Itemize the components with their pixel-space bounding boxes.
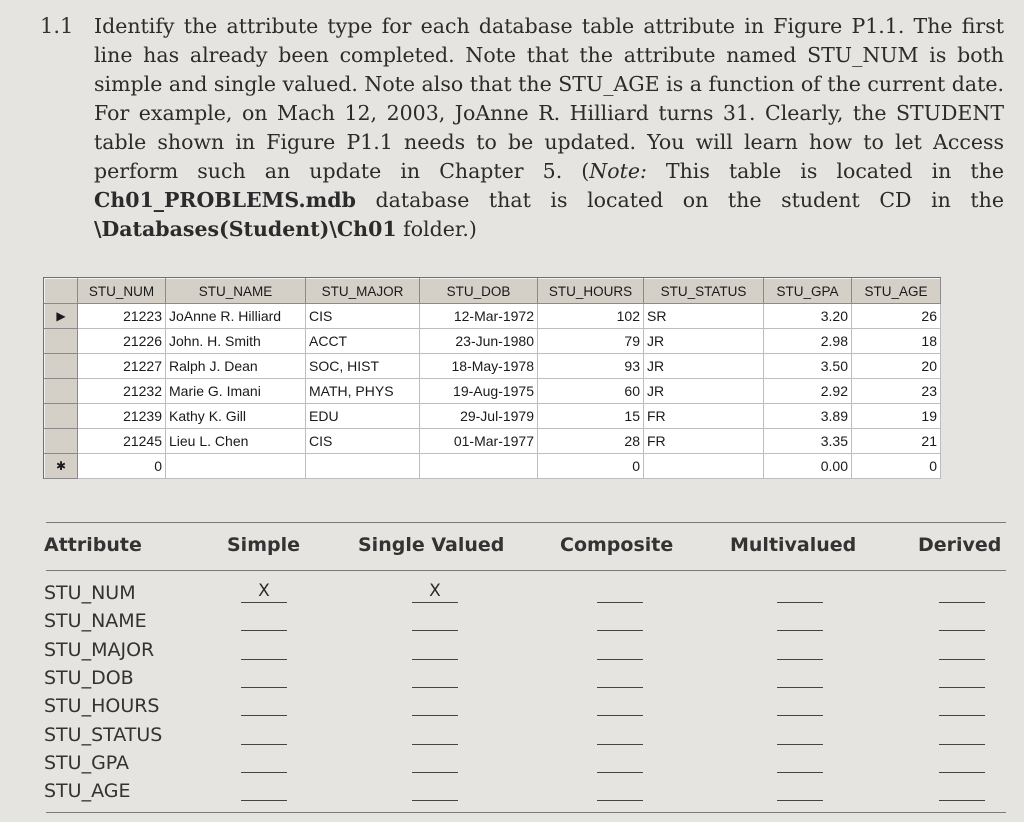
grid-header-multivalued: Multivalued bbox=[730, 534, 857, 556]
answer-blank[interactable] bbox=[777, 641, 823, 660]
problem-statement bbox=[94, 12, 1004, 244]
cell-stu-gpa[interactable]: 3.35 bbox=[764, 429, 852, 454]
table-row[interactable] bbox=[45, 404, 941, 429]
attribute-label: STU_NAME bbox=[44, 610, 147, 633]
cell-stu-hours[interactable]: 102 bbox=[538, 304, 644, 329]
cell-stu-major[interactable] bbox=[306, 454, 420, 479]
table-row[interactable] bbox=[45, 304, 941, 329]
record-selector[interactable] bbox=[45, 429, 78, 454]
cell-stu-age[interactable]: 26 bbox=[852, 304, 941, 329]
database-file-name: Ch01_PROBLEMS.mdb bbox=[94, 188, 356, 212]
problem-text-part-2: This table is located in the bbox=[646, 159, 1004, 183]
answer-blank[interactable] bbox=[241, 782, 287, 801]
problem-text-part-3: database that is located on the student CD in the bbox=[355, 188, 1004, 212]
answer-blank[interactable] bbox=[939, 782, 985, 801]
answer-blank[interactable] bbox=[241, 726, 287, 745]
answer-blank[interactable] bbox=[241, 641, 287, 660]
answer-blank[interactable] bbox=[597, 669, 643, 688]
cell-stu-gpa[interactable]: 3.20 bbox=[764, 304, 852, 329]
cell-stu-major[interactable]: ACCT bbox=[306, 329, 420, 354]
column-header[interactable]: STU_STATUS bbox=[644, 279, 764, 304]
record-selector[interactable] bbox=[45, 354, 78, 379]
cell-stu-major[interactable]: CIS bbox=[306, 429, 420, 454]
cell-stu-age[interactable]: 20 bbox=[852, 354, 941, 379]
grid-header-derived: Derived bbox=[918, 534, 1002, 556]
answer-blank[interactable] bbox=[777, 782, 823, 801]
cell-stu-dob[interactable]: 01-Mar-1977 bbox=[420, 429, 538, 454]
cell-stu-name[interactable]: Lieu L. Chen bbox=[166, 429, 306, 454]
answer-blank[interactable] bbox=[597, 726, 643, 745]
problem-text-part-1: Identify the attribute type for each database table attribute in Figure P1.1. The first line has already been completed. Note that the attribute named STU_NUM is both simple and single valued. Note also that the STU_AGE is a function of the current date. For example, on Mach 12, 2003, JoAnne R. Hilliard turns 31. Clearly, the STUDENT table shown in Figure P1.1 needs to be updated. You will learn how to let Access perform such an update in Chapter 5. ( bbox=[94, 14, 1004, 183]
cell-stu-name[interactable]: John. H. Smith bbox=[166, 329, 306, 354]
answer-blank[interactable] bbox=[597, 754, 643, 773]
cell-stu-status[interactable]: FR bbox=[644, 404, 764, 429]
cell-stu-status[interactable]: JR bbox=[644, 329, 764, 354]
answer-blank[interactable] bbox=[412, 669, 458, 688]
answer-blank[interactable] bbox=[597, 612, 643, 631]
cell-stu-age[interactable]: 18 bbox=[852, 329, 941, 354]
answer-blank[interactable]: X bbox=[412, 584, 458, 603]
cell-stu-num[interactable]: 21223 bbox=[78, 304, 166, 329]
answer-blank[interactable] bbox=[939, 669, 985, 688]
cell-stu-dob[interactable]: 29-Jul-1979 bbox=[420, 404, 538, 429]
cell-stu-hours[interactable]: 79 bbox=[538, 329, 644, 354]
attribute-label: STU_DOB bbox=[44, 666, 134, 689]
grid-header-single-valued: Single Valued bbox=[358, 534, 505, 556]
answer-blank[interactable] bbox=[597, 641, 643, 660]
grid-top-rule bbox=[46, 522, 1006, 523]
answer-blank[interactable] bbox=[777, 584, 823, 603]
cell-stu-num[interactable]: 21232 bbox=[78, 379, 166, 404]
cell-stu-name[interactable]: JoAnne R. Hilliard bbox=[166, 304, 306, 329]
grid-header-rule bbox=[46, 570, 1006, 571]
cell-stu-age[interactable]: 19 bbox=[852, 404, 941, 429]
cell-stu-status[interactable]: JR bbox=[644, 354, 764, 379]
column-header[interactable]: STU_DOB bbox=[420, 279, 538, 304]
column-header[interactable]: STU_MAJOR bbox=[306, 279, 420, 304]
new-record-icon[interactable]: ✱ bbox=[45, 454, 78, 479]
student-datasheet bbox=[43, 277, 941, 479]
answer-blank[interactable] bbox=[597, 584, 643, 603]
cell-stu-major[interactable]: MATH, PHYS bbox=[306, 379, 420, 404]
problem-number: 1.1 bbox=[40, 14, 74, 38]
answer-blank[interactable] bbox=[412, 697, 458, 716]
column-header[interactable]: STU_GPA bbox=[764, 279, 852, 304]
cell-stu-dob[interactable]: 18-May-1978 bbox=[420, 354, 538, 379]
answer-blank[interactable] bbox=[412, 754, 458, 773]
answer-blank[interactable] bbox=[412, 641, 458, 660]
answer-blank[interactable] bbox=[939, 612, 985, 631]
answer-blank[interactable] bbox=[777, 669, 823, 688]
grid-bottom-rule bbox=[46, 812, 1006, 813]
cell-stu-status[interactable]: JR bbox=[644, 379, 764, 404]
cell-stu-num[interactable]: 21226 bbox=[78, 329, 166, 354]
cell-stu-status[interactable] bbox=[644, 454, 764, 479]
cell-stu-name[interactable] bbox=[166, 454, 306, 479]
cell-stu-num[interactable]: 21245 bbox=[78, 429, 166, 454]
cell-stu-major[interactable]: CIS bbox=[306, 304, 420, 329]
cell-stu-status[interactable]: SR bbox=[644, 304, 764, 329]
attribute-label: STU_STATUS bbox=[44, 723, 163, 746]
cell-stu-gpa[interactable]: 3.50 bbox=[764, 354, 852, 379]
cell-stu-gpa[interactable]: 2.98 bbox=[764, 329, 852, 354]
cell-stu-dob[interactable]: 12-Mar-1972 bbox=[420, 304, 538, 329]
column-header[interactable]: STU_NAME bbox=[166, 279, 306, 304]
column-header[interactable]: STU_HOURS bbox=[538, 279, 644, 304]
cell-stu-dob[interactable] bbox=[420, 454, 538, 479]
answer-blank[interactable] bbox=[241, 669, 287, 688]
answer-blank[interactable] bbox=[777, 697, 823, 716]
cell-stu-name[interactable]: Marie G. Imani bbox=[166, 379, 306, 404]
cell-stu-gpa[interactable]: 3.89 bbox=[764, 404, 852, 429]
grid-header-attribute: Attribute bbox=[44, 534, 142, 556]
table-header-row bbox=[45, 279, 941, 304]
cell-stu-num[interactable]: 21239 bbox=[78, 404, 166, 429]
current-record-icon[interactable]: ▶ bbox=[45, 304, 78, 329]
cell-stu-dob[interactable]: 19-Aug-1975 bbox=[420, 379, 538, 404]
cell-stu-gpa[interactable]: 0.00 bbox=[764, 454, 852, 479]
folder-path: \Databases(Student)\Ch01 bbox=[94, 217, 397, 241]
record-selector[interactable] bbox=[45, 329, 78, 354]
note-label: Note: bbox=[589, 159, 647, 183]
grid-header-simple: Simple bbox=[227, 534, 300, 556]
cell-stu-age[interactable]: 21 bbox=[852, 429, 941, 454]
cell-stu-name[interactable]: Kathy K. Gill bbox=[166, 404, 306, 429]
answer-blank[interactable] bbox=[939, 584, 985, 603]
attribute-label: STU_AGE bbox=[44, 780, 131, 803]
answer-blank[interactable]: X bbox=[241, 584, 287, 603]
attribute-label: STU_HOURS bbox=[44, 695, 160, 718]
table-row[interactable] bbox=[45, 329, 941, 354]
answer-blank[interactable] bbox=[777, 754, 823, 773]
column-header[interactable]: STU_AGE bbox=[852, 279, 941, 304]
answer-blank[interactable] bbox=[939, 697, 985, 716]
problem-text-part-4: folder.) bbox=[396, 217, 477, 241]
cell-stu-major[interactable]: EDU bbox=[306, 404, 420, 429]
answer-blank[interactable] bbox=[939, 641, 985, 660]
record-selector[interactable] bbox=[45, 404, 78, 429]
answer-blank[interactable] bbox=[241, 754, 287, 773]
attribute-label: STU_GPA bbox=[44, 751, 130, 774]
answer-blank[interactable] bbox=[939, 726, 985, 745]
answer-blank[interactable] bbox=[777, 612, 823, 631]
answer-blank[interactable] bbox=[241, 697, 287, 716]
attribute-label: STU_NUM bbox=[44, 582, 136, 604]
cell-stu-num[interactable]: 21227 bbox=[78, 354, 166, 379]
answer-blank[interactable] bbox=[412, 726, 458, 745]
cell-stu-age[interactable]: 0 bbox=[852, 454, 941, 479]
column-header[interactable]: STU_NUM bbox=[78, 279, 166, 304]
answer-blank[interactable] bbox=[412, 782, 458, 801]
answer-blank[interactable] bbox=[597, 697, 643, 716]
select-all-corner[interactable] bbox=[45, 279, 78, 304]
cell-stu-hours[interactable]: 0 bbox=[538, 454, 644, 479]
attribute-label: STU_MAJOR bbox=[44, 638, 155, 661]
table-body bbox=[45, 304, 941, 479]
table-row[interactable] bbox=[45, 429, 941, 454]
new-record-row[interactable] bbox=[45, 454, 941, 479]
cell-stu-hours[interactable]: 28 bbox=[538, 429, 644, 454]
cell-stu-age[interactable]: 23 bbox=[852, 379, 941, 404]
cell-stu-name[interactable]: Ralph J. Dean bbox=[166, 354, 306, 379]
answer-blank[interactable] bbox=[241, 612, 287, 631]
record-selector[interactable] bbox=[45, 379, 78, 404]
answer-blank[interactable] bbox=[412, 612, 458, 631]
answer-blank[interactable] bbox=[777, 726, 823, 745]
grid-header-composite: Composite bbox=[560, 534, 674, 556]
table-row[interactable] bbox=[45, 379, 941, 404]
cell-stu-dob[interactable]: 23-Jun-1980 bbox=[420, 329, 538, 354]
cell-stu-num[interactable]: 0 bbox=[78, 454, 166, 479]
answer-blank[interactable] bbox=[597, 782, 643, 801]
cell-stu-gpa[interactable]: 2.92 bbox=[764, 379, 852, 404]
student-table bbox=[44, 278, 941, 479]
table-row[interactable] bbox=[45, 354, 941, 379]
cell-stu-hours[interactable]: 15 bbox=[538, 404, 644, 429]
cell-stu-status[interactable]: FR bbox=[644, 429, 764, 454]
cell-stu-hours[interactable]: 93 bbox=[538, 354, 644, 379]
cell-stu-hours[interactable]: 60 bbox=[538, 379, 644, 404]
cell-stu-major[interactable]: SOC, HIST bbox=[306, 354, 420, 379]
answer-blank[interactable] bbox=[939, 754, 985, 773]
